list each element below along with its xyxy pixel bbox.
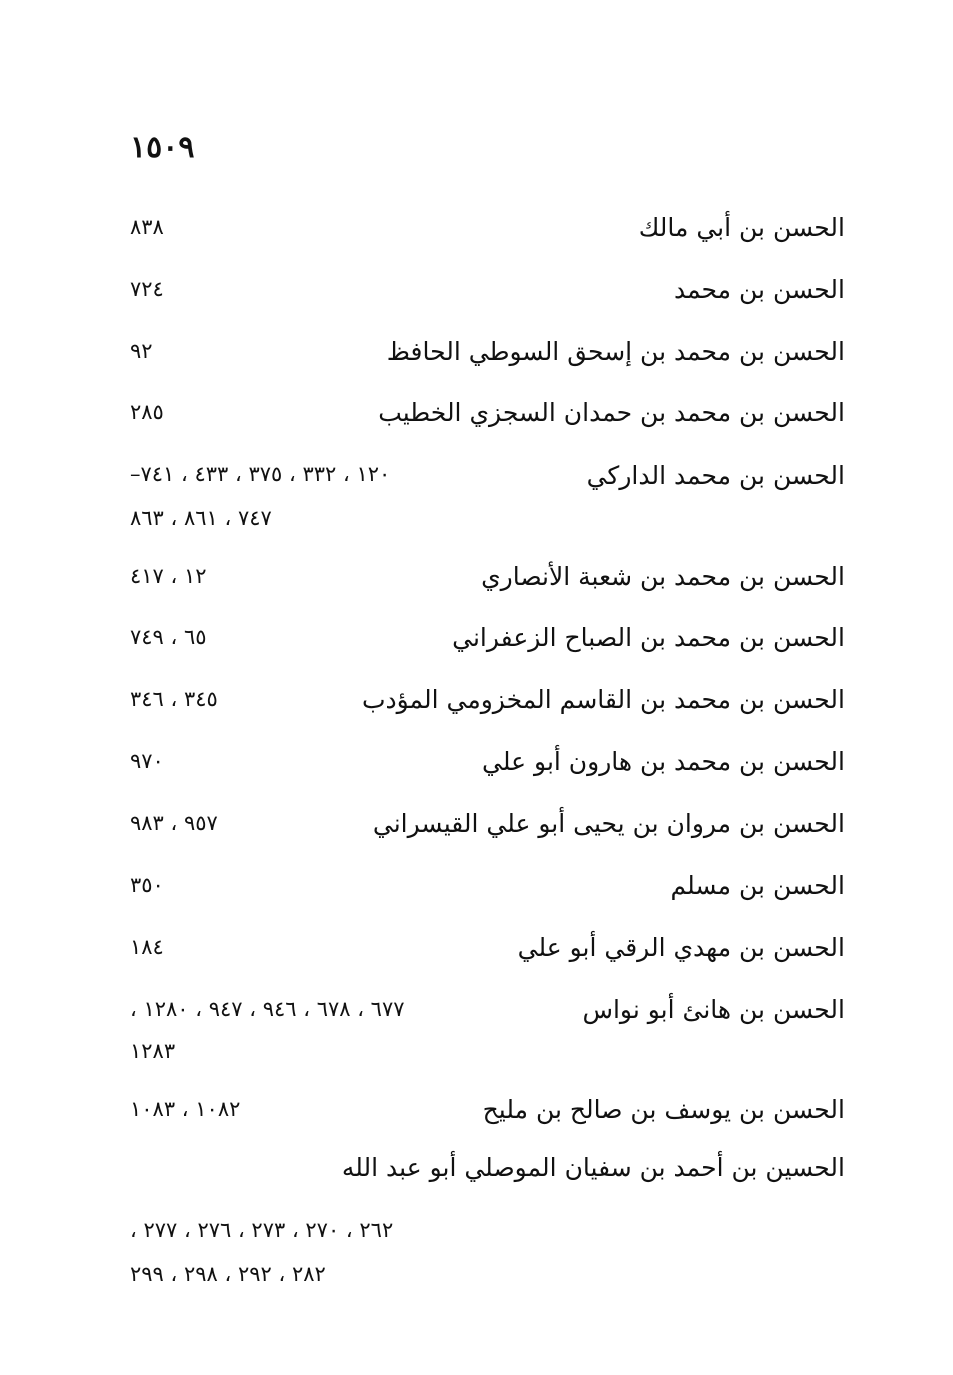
index-entry-name: الحسين بن أحمد بن سفيان الموصلي أبو عبد الله — [341, 1153, 845, 1182]
index-entry-pages: ٧٢٤ — [130, 277, 164, 301]
index-entry-pages: ٩٥٧ ، ٩٨٣ — [130, 811, 218, 835]
page-number: ١٥٠٩ — [130, 130, 195, 165]
index-entry-pages: ٩٧٠ — [130, 749, 164, 773]
index-entry-name: الحسن بن أبي مالك — [638, 213, 845, 242]
index-entry-pages-continued: ٧٤٧ ، ٨٦١ ، ٨٦٣ — [130, 506, 272, 530]
index-entry-name: الحسن بن محمد بن الصباح الزعفراني — [452, 623, 845, 652]
index-entry-name: الحسن بن محمد — [673, 275, 845, 304]
index-entry-pages: ٦٥ ، ٧٤٩ — [130, 625, 207, 649]
index-entry-name: الحسن بن مهدي الرقي أبو علي — [517, 933, 845, 962]
index-entry-name: الحسن بن محمد بن هارون أبو علي — [482, 747, 845, 776]
index-entry-name: الحسن بن محمد بن إسحق السوطي الحافظ — [386, 337, 845, 366]
index-entry-name: الحسن بن محمد بن القاسم المخزومي المؤدب — [361, 685, 845, 714]
index-entry-pages: ١٢ ، ٤١٧ — [130, 564, 207, 588]
index-entry-pages-continued: ٢٦٢ ، ٢٧٠ ، ٢٧٣ ، ٢٧٦ ، ٢٧٧ ، — [130, 1218, 394, 1242]
index-entry-pages: ٦٧٧ ، ٦٧٨ ، ٩٤٦ ، ٩٤٧ ، ١٢٨٠ ، — [130, 997, 405, 1021]
index-entry-name: الحسن بن يوسف بن صالح بن مليح — [482, 1095, 845, 1124]
index-entry-pages: ٢٨٥ — [130, 400, 164, 424]
index-entry-pages-continued: ٢٨٢ ، ٢٩٢ ، ٢٩٨ ، ٢٩٩ — [130, 1262, 326, 1286]
index-entry-pages: ٩٢ — [130, 339, 153, 363]
index-entry-name: الحسن بن محمد الداركي — [586, 461, 845, 490]
index-entry-name: الحسن بن مسلم — [670, 871, 845, 900]
index-entry-pages: ٣٤٥ ، ٣٤٦ — [130, 687, 218, 711]
index-entry-pages-continued: ١٢٨٣ — [130, 1039, 176, 1063]
index-entry-name: الحسن بن محمد بن شعبة الأنصاري — [481, 562, 845, 591]
index-entry-pages: ١٢٠ ، ٣٣٢ ، ٣٧٥ ، ٤٣٣ ، ٧٤١– — [130, 462, 391, 486]
index-entry-name: الحسن بن هانئ أبو نواس — [582, 995, 845, 1024]
index-entry-pages: ٨٣٨ — [130, 215, 164, 239]
index-entry-pages: ٣٥٠ — [130, 873, 164, 897]
index-entry-name: الحسن بن مروان بن يحيى أبو علي القيسراني — [372, 809, 845, 838]
index-entry-pages: ١٠٨٢ ، ١٠٨٣ — [130, 1097, 241, 1121]
index-entry-name: الحسن بن محمد بن حمدان السجزي الخطيب — [378, 398, 845, 427]
index-entry-pages: ١٨٤ — [130, 935, 164, 959]
